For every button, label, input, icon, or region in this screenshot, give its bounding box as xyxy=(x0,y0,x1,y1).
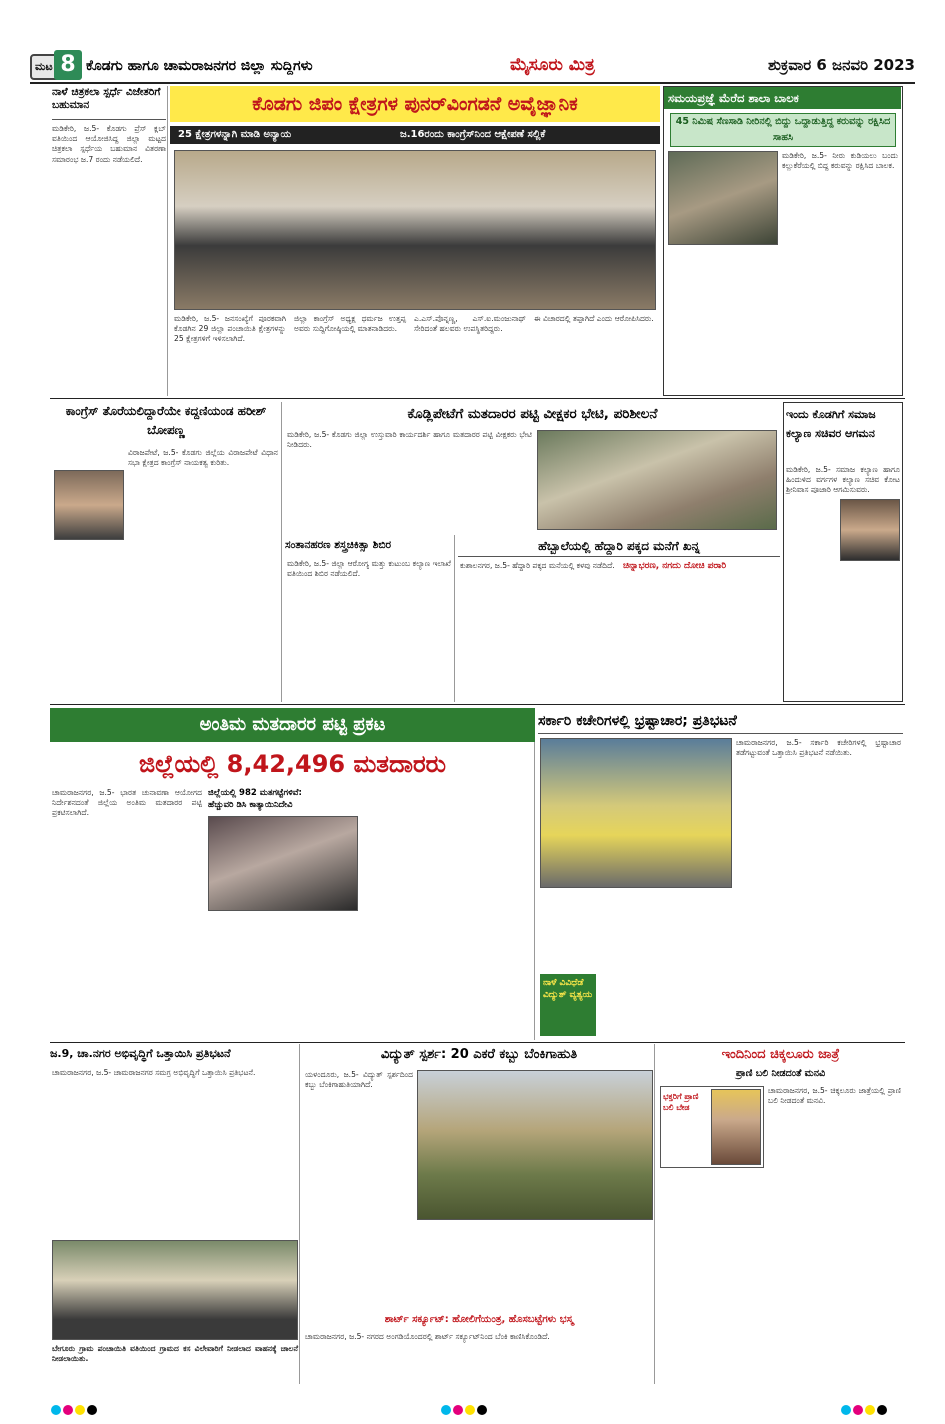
lead-col1: ಮಡಿಕೇರಿ, ಜ.5- ಜನಸಂಖ್ಯೆಗೆ ಪೂರಕವಾಗಿ ಕೊಡಗಿನ 29 ಜಿಲ್ಲಾ ಪಂಚಾಯಿತಿ ಕ್ಷೇತ್ರಗಳನ್ನು 25 ಕ್ಷೇತ್ರಗಳಿಗೆ ಇಳಿಸಲಾಗಿದೆ. xyxy=(174,314,289,344)
right-top-subhead: 45 ನಿಮಿಷ ಸೆಣಸಾಡಿ ನೀರಿನಲ್ಲಿ ಬಿದ್ದು ಒದ್ದಾಡುತ್ತಿದ್ದ ಕರುವನ್ನು ರಕ್ಷಿಸಿದ ಸಾಹಸಿ xyxy=(670,113,896,147)
harish-photo xyxy=(54,470,124,540)
protest-photo xyxy=(540,738,732,888)
page-header xyxy=(30,50,915,82)
yellow-dot xyxy=(465,1405,475,1415)
bottom3-photo-box xyxy=(660,1086,764,1168)
bottom3-body: ಚಾಮರಾಜನಗರ, ಜ.5- ಚಿಕ್ಕಲೂರು ಜಾತ್ರೆಯಲ್ಲಿ ಪ್ರಾಣಿ ಬಲಿ ನೀಡದಂತೆ ಮನವಿ. xyxy=(768,1086,904,1106)
voters-banner: ಅಂತಿಮ ಮತದಾರರ ಪಟ್ಟಿ ಪ್ರಕಟ xyxy=(50,708,535,742)
theft-kicker: ಚಿನ್ನಾಭರಣ, ನಗದು ದೋಚಿ ಪರಾರಿ xyxy=(623,561,727,571)
congress-body: ವಿರಾಜಪೇಟೆ, ಜ.5- ಕೊಡಗು ಜಿಲ್ಲೆಯ ವಿರಾಜಪೇಟೆ ವಿಧಾನ ಸಭಾ ಕ್ಷೇತ್ರದ ಕಾಂಗ್ರೆಸ್ ನಾಯಕತ್ವ ಕುರಿತು. xyxy=(128,448,281,468)
left-top-story xyxy=(50,86,168,396)
camp-body: ಮಡಿಕೇರಿ, ಜ.5- ಜಿಲ್ಲಾ ಆರೋಗ್ಯ ಮತ್ತು ಕುಟುಂಬ ಕಲ್ಯಾಣ ಇಲಾಖೆ ವತಿಯಿಂದ ಶಿಬಿರ ನಡೆಯಲಿದೆ. xyxy=(287,559,454,579)
lead-col4: ಈ ವಿಚಾರದಲ್ಲಿ ತಪ್ಪಾಗಿದೆ ಎಂದು ಆರೋಪಿಸಿದರು. xyxy=(534,314,654,323)
left-top-body: ಮಡಿಕೇರಿ, ಜ.5- ಕೊಡಗು ಪ್ರೆಸ್ ಕ್ಲಬ್ ವತಿಯಿಂದ ಆಯೋಜಿಸಿದ್ದ ಜಿಲ್ಲಾ ಮಟ್ಟದ ಚಿತ್ರಕಲಾ ಸ್ಪರ್ಧೆಯ ಬಹುಮಾನ ವಿತರಣಾ ಸಮಾರಂಭ ಜ.7 ರಂದು ನಡೆಯಲಿದೆ. xyxy=(52,124,169,164)
lead-story xyxy=(170,86,660,396)
page-number: 8 xyxy=(54,50,82,80)
right-top-body: ಮಡಿಕೇರಿ, ಜ.5- ನೀರು ಕುಡಿಯಲು ಬಂದು ಕಲ್ಲುಕೆರೆಯಲ್ಲಿ ಬಿದ್ದ ಕರುವನ್ನು ರಕ್ಷಿಸಿದ ಬಾಲಕ. xyxy=(782,151,901,171)
lead-sub2: ಜ.16ರಂದು ಕಾಂಗ್ರೆಸ್‌ನಿಂದ ಆಕ್ಷೇಪಣೆ ಸಲ್ಲಿಕೆ xyxy=(400,129,546,140)
power-cut-label: ನಾಳೆ ವಿವಿಧೆಡೆ ವಿದ್ಯುತ್ ವ್ಯತ್ಯಯ xyxy=(540,974,596,1036)
right-top-story xyxy=(663,86,903,396)
corruption-story xyxy=(538,708,903,1040)
minister-photo xyxy=(840,499,900,561)
minister-body: ಮಡಿಕೇರಿ, ಜ.5- ಸಮಾಜ ಕಲ್ಯಾಣ ಹಾಗೂ ಹಿಂದುಳಿದ ವರ್ಗಗಳ ಕಲ್ಯಾಣ ಸಚಿವ ಕೋಟ ಶ್ರೀನಿವಾಸ ಪೂಜಾರಿ ಆಗಮಿಸುವರು. xyxy=(786,465,903,495)
cmyk-marks-left xyxy=(50,1400,110,1412)
story-minister xyxy=(783,402,903,702)
bottom2-headline: ವಿದ್ಯುತ್ ಸ್ಪರ್ಶ: 20 ಎಕರೆ ಕಬ್ಬು ಬೆಂಕಿಗಾಹುತಿ xyxy=(380,1047,578,1062)
cyan-dot xyxy=(841,1405,851,1415)
theft-headline: ಹೆಬ್ಬಾಲೆಯಲ್ಲಿ ಹೆದ್ದಾರಿ ಪಕ್ಕದ ಮನೆಗೆ ಖನ್ನ xyxy=(458,535,780,557)
black-dot xyxy=(877,1405,887,1415)
bottom1-caption: ಬೇಗೂರು ಗ್ರಾಮ ಪಂಚಾಯಿತಿ ವತಿಯಿಂದ ಗ್ರಾಮದ ಕಸ ವಿಲೇವಾರಿಗೆ ನೀಡಲಾದ ವಾಹನಕ್ಕೆ ಚಾಲನೆ ನೀಡಲಾಯಿತು. xyxy=(52,1344,298,1364)
lead-headline: ಕೊಡಗು ಜಿಪಂ ಕ್ಷೇತ್ರಗಳ ಪುನರ್‌ವಿಂಗಡನೆ ಅವೈಜ್ಞಾನಿಕ xyxy=(170,86,660,122)
swami-photo xyxy=(711,1089,761,1165)
bottom3-photo-label: ಭಕ್ತರಿಗೆ ಪ್ರಾಣಿ ಬಲಿ ಬೇಡ xyxy=(663,1092,699,1112)
divider-2 xyxy=(50,704,905,705)
bottom1-headline: ಜ.9, ಚಾ.ನಗರ ಅಭಿವೃದ್ಧಿಗೆ ಒತ್ತಾಯಿಸಿ ಪ್ರತಿಭಟನೆ xyxy=(50,1047,231,1060)
yellow-dot xyxy=(865,1405,875,1415)
voters-caption1: ಜಿಲ್ಲೆಯಲ್ಲಿ 982 ಮತಗಟ್ಟೆಗಳಿವೆ: xyxy=(208,788,302,798)
corruption-body: ಚಾಮರಾಜನಗರ, ಜ.5- ಸರ್ಕಾರಿ ಕಚೇರಿಗಳಲ್ಲಿ ಭ್ರಷ್ಟಾಚಾರ ತಡೆಗಟ್ಟುವಂತೆ ಒತ್ತಾಯಿಸಿ ಪ್ರತಿಭಟನೆ ನಡೆಯಿತು. xyxy=(736,738,904,758)
left-top-headline: ನಾಳೆ ಚಿತ್ರಕಲಾ ಸ್ಪರ್ಧೆ ವಿಜೇತರಿಗೆ ಬಹುಮಾನ xyxy=(52,86,166,120)
black-dot xyxy=(87,1405,97,1415)
bottom2-subheadline: ಶಾರ್ಟ್ ಸರ್ಕ್ಯೂಟ್: ಹೋಲಿಗೆಯಂತ್ರ, ಹೊಸಬಟ್ಟೆಗಳು ಭಸ್ಮ xyxy=(384,1314,574,1325)
minister-headline: ಇಂದು ಕೊಡಗಿಗೆ ಸಮಾಜ ಕಲ್ಯಾಣ ಸಚಿವರ ಆಗಮನ xyxy=(786,408,876,440)
camp-headline: ಸಂತಾನಹರಣ ಶಸ್ತ್ರಚಿಕಿತ್ಸಾ ಶಿಬಿರ xyxy=(285,539,392,551)
vehicle-photo xyxy=(52,1240,298,1340)
observer-body: ಮಡಿಕೇರಿ, ಜ.5- ಕೊಡಗು ಜಿಲ್ಲಾ ಉಸ್ತುವಾರಿ ಕಾರ್ಯದರ್ಶಿ ಹಾಗೂ ಮತದಾರರ ಪಟ್ಟಿ ವೀಕ್ಷಕರು ಭೇಟಿ ನೀಡಿದರು. xyxy=(287,430,535,450)
bottom2-subbody: ಚಾಮರಾಜನಗರ, ಜ.5- ನಗರದ ಅಂಗಡಿಯೊಂದರಲ್ಲಿ ಶಾರ್ಟ್ ಸರ್ಕ್ಯೂಟ್‌ನಿಂದ ಬೆಂಕಿ ಕಾಣಿಸಿಕೊಂಡಿದೆ. xyxy=(305,1332,550,1341)
boy-photo xyxy=(668,151,778,245)
lead-col2: ಜಿಲ್ಲಾ ಕಾಂಗ್ರೆಸ್ ಅಧ್ಯಕ್ಷ ಧರ್ಮಜ ಉತ್ತಪ್ಪ ಅವರು ಸುದ್ದಿಗೋಷ್ಠಿಯಲ್ಲಿ ಮಾತನಾಡಿದರು. xyxy=(294,314,409,334)
dateline: ಶುಕ್ರವಾರ 6 ಜನವರಿ 2023 xyxy=(767,56,915,74)
magenta-dot xyxy=(453,1405,463,1415)
magenta-dot xyxy=(63,1405,73,1415)
cmyk-marks-center xyxy=(440,1400,500,1412)
magenta-dot xyxy=(853,1405,863,1415)
bottom1-body: ಚಾಮರಾಜನಗರ, ಜ.5- ಚಾಮರಾಜನಗರ ಸಮಗ್ರ ಅಭಿವೃದ್ಧಿಗೆ ಒತ್ತಾಯಿಸಿ ಪ್ರತಿಭಟನೆ. xyxy=(52,1068,256,1077)
bottom2-body: ಯಳಂದೂರು, ಜ.5- ವಿದ್ಯುತ್ ಸ್ಪರ್ಶದಿಂದ ಕಬ್ಬು ಬೆಂಕಿಗಾಹುತಿಯಾಗಿದೆ. xyxy=(305,1070,416,1090)
dc-photo xyxy=(208,816,358,911)
voters-story xyxy=(50,708,535,1040)
bottom-story-2 xyxy=(303,1044,655,1384)
theft-body: ಕುಶಾಲನಗರ, ಜ.5- ಹೆದ್ದಾರಿ ಪಕ್ಕದ ಮನೆಯಲ್ಲಿ ಕಳವು ನಡೆದಿದೆ. xyxy=(460,561,615,570)
story-camp xyxy=(285,535,455,702)
corruption-headline: ಸರ್ಕಾರಿ ಕಚೇರಿಗಳಲ್ಲಿ ಭ್ರಷ್ಟಾಚಾರ; ಪ್ರತಿಭಟನೆ xyxy=(538,708,903,734)
bottom-story-3 xyxy=(658,1044,903,1384)
congress-headline: ಕಾಂಗ್ರೆಸ್ ತೊರೆಯಲಿದ್ದಾರೆಯೇ ಕದ್ದಣಿಯಂಡ ಹರೀಶ್ ಬೋಪಣ್ಣ xyxy=(65,404,267,437)
black-dot xyxy=(477,1405,487,1415)
observer-headline: ಕೊಡ್ಲಿಪೇಟೆಗೆ ಮತದಾರರ ಪಟ್ಟಿ ವೀಕ್ಷಕರ ಭೇಟಿ, ಪರಿಶೀಲನೆ xyxy=(407,406,658,422)
page-label: ಮಟ xyxy=(30,54,82,80)
cmyk-marks-right xyxy=(840,1400,900,1412)
press-meet-photo xyxy=(174,150,656,310)
voters-caption2: ಹೆಚ್ಚುವರಿ ಡಿಸಿ ಕಾತ್ಯಾಯಿನಿದೇವಿ xyxy=(208,800,293,810)
right-top-headline: ಸಮಯಪ್ರಜ್ಞೆ ಮೆರೆದ ಶಾಲಾ ಬಾಲಕ xyxy=(664,87,901,109)
story-congress xyxy=(50,402,282,702)
cyan-dot xyxy=(441,1405,451,1415)
observer-photo xyxy=(537,430,777,530)
bottom3-kicker: ಪ್ರಾಣಿ ಬಲಿ ನೀಡದಂತೆ ಮನವಿ xyxy=(735,1068,826,1079)
lead-subheads xyxy=(170,126,660,144)
story-voter-observer xyxy=(285,402,780,532)
cyan-dot xyxy=(51,1405,61,1415)
divider-1 xyxy=(50,398,905,399)
voters-body: ಚಾಮರಾಜನಗರ, ಜ.5- ಭಾರತ ಚುನಾವಣಾ ಆಯೋಗದ ನಿರ್ದೇಶನದಂತೆ ಜಿಲ್ಲೆಯ ಅಂತಿಮ ಮತದಾರರ ಪಟ್ಟಿ ಪ್ರಕಟಿಸಲಾಗಿದೆ. xyxy=(52,788,205,818)
divider-3 xyxy=(50,1042,905,1043)
yellow-dot xyxy=(75,1405,85,1415)
section-title: ಕೊಡಗು ಹಾಗೂ ಚಾಮರಾಜನಗರ ಜಿಲ್ಲಾ ಸುದ್ದಿಗಳು xyxy=(86,58,313,74)
sugarcane-fire-photo xyxy=(417,1070,653,1220)
header-rule xyxy=(30,82,915,84)
masthead: ಮೈಸೂರು ಮಿತ್ರ xyxy=(510,55,595,75)
bottom3-headline: ಇಂದಿನಿಂದ ಚಿಕ್ಕಲೂರು ಜಾತ್ರೆ xyxy=(721,1047,840,1062)
voters-headline: ಜಿಲ್ಲೆಯಲ್ಲಿ 8,42,496 ಮತದಾರರು xyxy=(138,750,447,778)
story-theft xyxy=(458,535,780,702)
bottom-story-1 xyxy=(50,1044,300,1384)
lead-sub1: 25 ಕ್ಷೇತ್ರಗಳನ್ನಾಗಿ ಮಾಡಿ ಅನ್ಯಾಯ xyxy=(178,129,292,140)
lead-col3: ಎ.ಎಸ್.ಪೊನ್ನಣ್ಣ, ಎಸ್.ಐ.ಮಂಜುನಾಥ್ ಸೇರಿದಂತೆ ಹಲವರು ಉಪಸ್ಥಿತರಿದ್ದರು. xyxy=(414,314,529,334)
